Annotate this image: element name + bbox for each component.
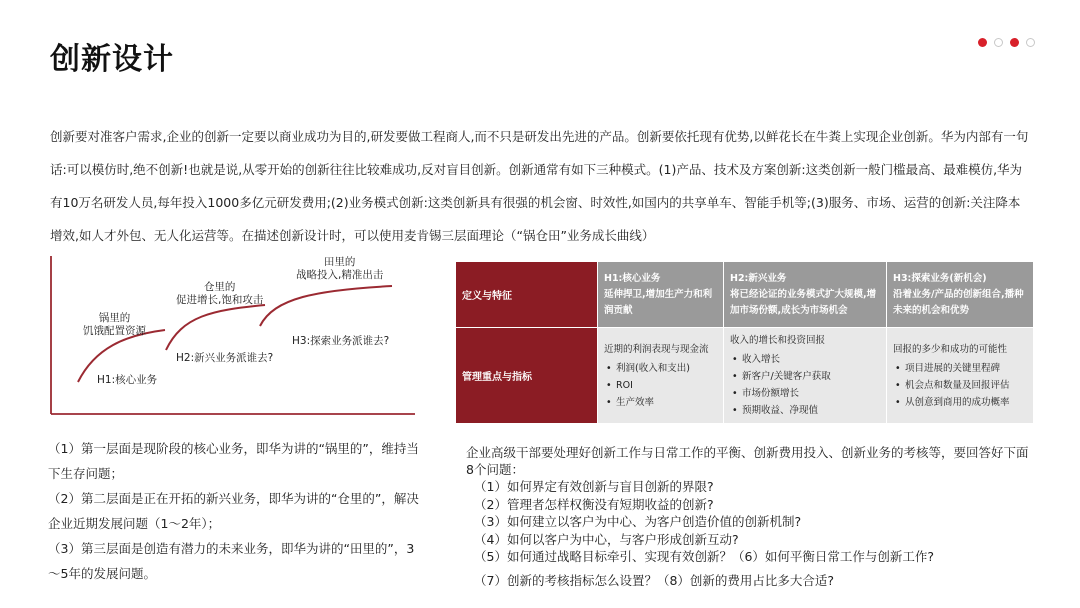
label-tianli-sub: 战略投入,精准出击 (296, 269, 384, 281)
label-h1: H1:核心业务 (97, 374, 158, 386)
question-item: （1）如何界定有效创新与盲目创新的界限? (474, 479, 714, 494)
cell-h3-definition (887, 262, 1034, 328)
pager-dot-1[interactable] (978, 38, 987, 47)
explain-item-3: （3）第三层面是创造有潜力的未来业务，即华为讲的“田里的”，3～5年的发展问题。 (48, 541, 415, 581)
label-h2: H2:新兴业务派谁去? (176, 352, 274, 364)
cell-h2-management (724, 328, 887, 424)
list-h1-metrics (604, 360, 717, 411)
cell-h1-title: H1:核心业务 (604, 272, 661, 284)
label-guoli-title: 锅里的 (98, 312, 131, 324)
label-tianli-title: 田里的 (323, 256, 356, 268)
three-horizons-diagram (40, 250, 420, 425)
row-head-definition: 定义与特征 (456, 262, 598, 328)
list-h3-metrics (893, 360, 1027, 411)
horizons-table (455, 261, 1034, 424)
horizons-explanation (48, 436, 420, 586)
label-cangli-title: 仓里的 (203, 281, 236, 293)
cell-h1-desc: 延伸捍卫,增加生产力和利润贡献 (604, 288, 713, 316)
list-item: • ROI (604, 377, 717, 394)
row-head-management: 管理重点与指标 (456, 328, 598, 424)
intro-paragraph: 创新要对准客户需求,企业的创新一定要以商业成功为目的,研发要做工程商人,而不只是研发出先进的产品。创新要依托现有优势,以鲜花长在牛粪上实现企业创新。华为内部有一句话:可以模仿时,绝不创新!也就是说,从零开始的创新往往比较难成功,反对盲目创新。创新通常有如下三种模式。(1)产品、技术及方案创新:这类创新一般门槛最高、最难模仿,华为有10万名研发人员,每年投入1000多亿元研发费用;(2)业务模式创新:这类创新具有很强的机会窗、时效性,如国内的共享单车、智能手机等;(3)服务、市场、运营的创新:关注降本增效,如人才外包、无人化运营等。在描述创新设计时，可以使用麦肯锡三层面理论（“锅仓田”业务成长曲线） (50, 129, 1029, 243)
list-item: • 从创意到商用的成功概率 (893, 394, 1027, 411)
question-item: （3）如何建立以客户为中心、为客户创造价值的创新机制? (474, 514, 802, 529)
cell-h3-desc: 沿着业务/产品的创新组合,播种未来的机会和优势 (893, 288, 1024, 316)
question-item: （7）创新的考核指标怎么设置？（8）创新的费用占比多大合适? (474, 572, 835, 588)
page-title: 创新设计 (50, 42, 174, 77)
list-item: • 生产效率 (604, 394, 717, 411)
pager-dot-4[interactable] (1026, 38, 1035, 47)
question-item: （2）管理者怎样权衡没有短期收益的创新? (474, 496, 714, 512)
list-item: • 预期收益、净现值 (730, 402, 880, 419)
pager-dot-3[interactable] (1010, 38, 1019, 47)
list-item: • 利润(收入和支出) (604, 360, 717, 377)
cell-h3-mgmt-lead: 回报的多少和成功的可能性 (893, 343, 1008, 355)
label-tianli (296, 256, 383, 282)
pager-dot-2[interactable] (994, 38, 1003, 47)
table-row (456, 262, 1034, 328)
cell-h1-mgmt-lead: 近期的利润表现与现金流 (604, 343, 709, 355)
label-guoli-sub: 饥饿配置资源 (83, 325, 146, 337)
label-guoli (83, 312, 146, 338)
management-questions (466, 444, 1031, 589)
curve-h2 (166, 305, 265, 350)
cell-h1-management (598, 328, 724, 424)
cell-h2-title: H2:新兴业务 (730, 272, 787, 284)
list-item: • 新客户/关键客户获取 (730, 368, 880, 385)
label-cangli (176, 281, 263, 307)
list-h2-metrics (730, 351, 880, 419)
explain-item-2: （2）第二层面是正在开拓的新兴业务，即华为讲的“仓里的”，解决企业近期发展问题（1～2年）； (48, 491, 419, 531)
cell-h3-title: H3:探索业务(新机会) (893, 272, 987, 284)
question-item: （5）如何通过战略目标牵引、实现有效创新？（6）如何平衡日常工作与创新工作? (474, 549, 935, 564)
cell-h2-mgmt-lead: 收入的增长和投资回报 (730, 335, 826, 346)
explain-item-1: （1）第一层面是现阶段的核心业务，即华为讲的“锅里的”，维持当下生存问题； (48, 441, 419, 481)
cell-h2-definition (724, 262, 887, 328)
table-row (456, 328, 1034, 424)
list-item: • 市场份额增长 (730, 385, 880, 402)
cell-h2-desc: 将已经论证的业务模式扩大规模,增加市场份额,成长为市场机会 (730, 288, 877, 316)
list-item: • 机会点和数量及回报评估 (893, 377, 1027, 394)
curve-h3 (260, 286, 392, 326)
label-h3: H3:探索业务派谁去? (292, 335, 390, 347)
pager-dots (978, 38, 1035, 47)
list-item: • 项目进展的关键里程碑 (893, 360, 1027, 377)
questions-lead: 企业高级干部要处理好创新工作与日常工作的平衡、创新费用投入、创新业务的考核等，要回答好下面8个问题： (466, 445, 1029, 477)
question-item: （4）如何以客户为中心，与客户形成创新互动? (474, 531, 739, 547)
cell-h1-definition (598, 262, 724, 328)
cell-h3-management (887, 328, 1034, 424)
list-item: • 收入增长 (730, 351, 880, 368)
label-cangli-sub: 促进增长,饱和攻击 (176, 294, 264, 306)
